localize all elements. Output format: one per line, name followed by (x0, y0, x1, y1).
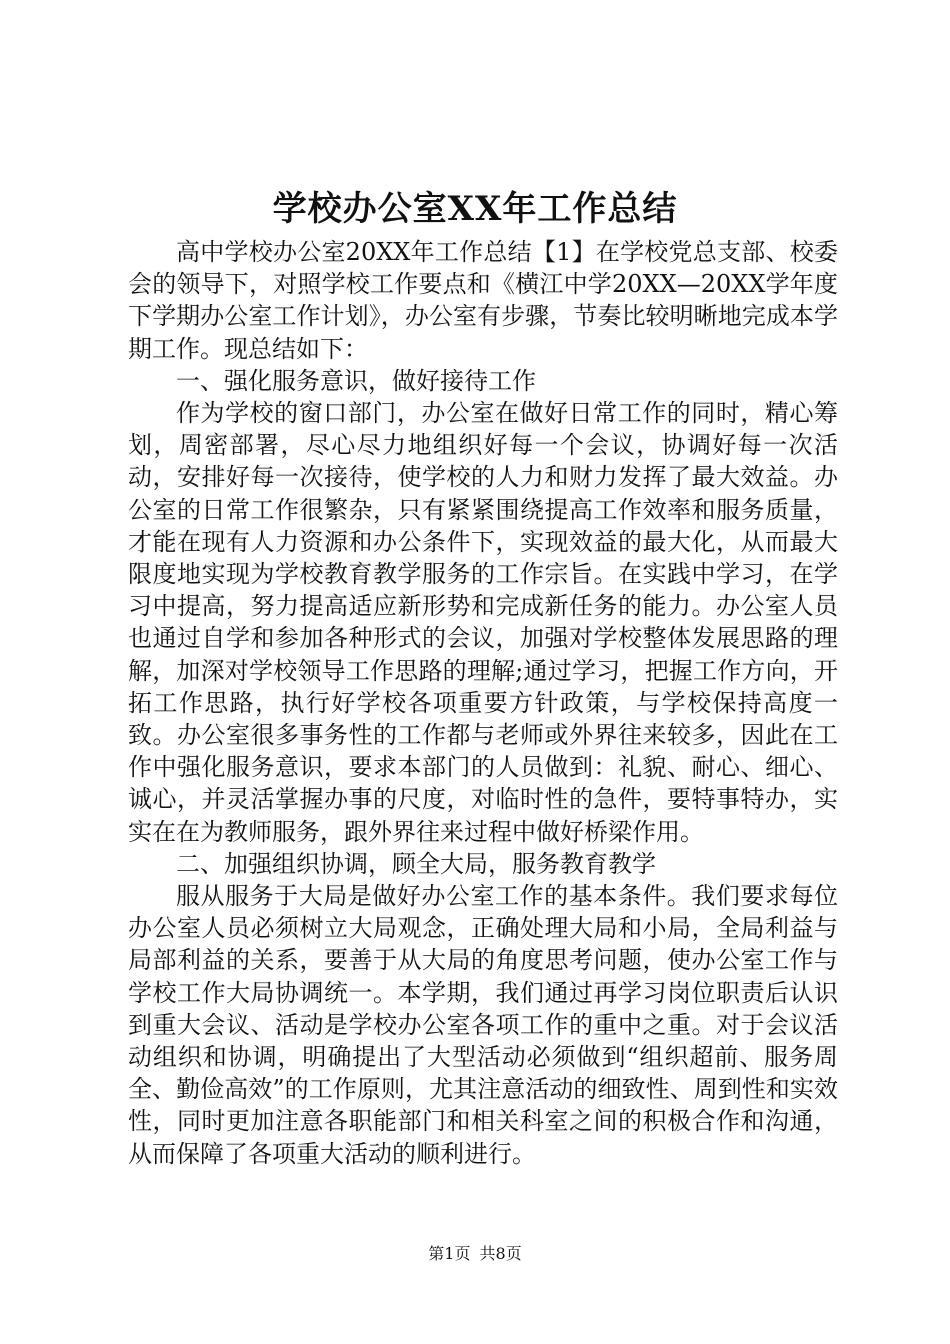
document-body (128, 236, 838, 1170)
section-heading-1: 一、强化服务意识，做好接待工作 (176, 366, 536, 395)
intro-paragraph: 高中学校办公室20XX年工作总结【1】在学校党总支部、校委会的领导下，对照学校工作要点和《横江中学20XX—20XX学年度下学期办公室工作计划》，办公室有步骤，节奏比较明晰地完成本学期工作。现总结如下： (128, 238, 838, 363)
section-heading-2: 二、加强组织协调，顾全大局，服务教育教学 (176, 849, 656, 878)
document-title: 学校办公室XX年工作总结 (272, 189, 678, 229)
section-1-paragraph: 作为学校的窗口部门，办公室在做好日常工作的同时，精心筹划，周密部署，尽心尽力地组织好每一个会议，协调好每一次活动，安排好每一次接待，使学校的人力和财力发挥了最大效益。办公室的日常工作很繁杂，只有紧紧围绕提高工作效率和服务质量，才能在现有人力资源和办公条件下，实现效益的最大化，从而最大限度地实现为学校教育教学服务的工作宗旨。在实践中学习，在学习中提高，努力提高适应新形势和完成新任务的能力。办公室人员也通过自学和参加各种形式的会议，加强对学校整体发展思路的理解，加深对学校领导工作思路的理解;通过学习，把握工作方向，开拓工作思路，执行好学校各项重要方针政策，与学校保持高度一致。办公室很多事务性的工作都与老师或外界往来较多，因此在工作中强化服务意识，要求本部门的人员做到：礼貌、耐心、细心、诚心，并灵活掌握办事的尺度，对临时性的急件，要特事特办，实实在在为教师服务，跟外界往来过程中做好桥梁作用。 (128, 399, 838, 846)
page-number-footer: 第1页 共8页 (428, 1244, 522, 1263)
section-2-paragraph: 服从服务于大局是做好办公室工作的基本条件。我们要求每位办公室人员必须树立大局观念，正确处理大局和小局，全局利益与局部利益的关系，要善于从大局的角度思考问题，使办公室工作与学校工作大局协调统一。本学期，我们通过再学习岗位职责后认识到重大会议、活动是学校办公室各项工作的重中之重。对于会议活动组织和协调，明确提出了大型活动必须做到“组织超前、服务周全、勤俭高效”的工作原则，尤其注意活动的细致性、周到性和实效性，同时更加注意各职能部门和相关科室之间的积极合作和沟通，从而保障了各项重大活动的顺利进行。 (128, 882, 838, 1168)
